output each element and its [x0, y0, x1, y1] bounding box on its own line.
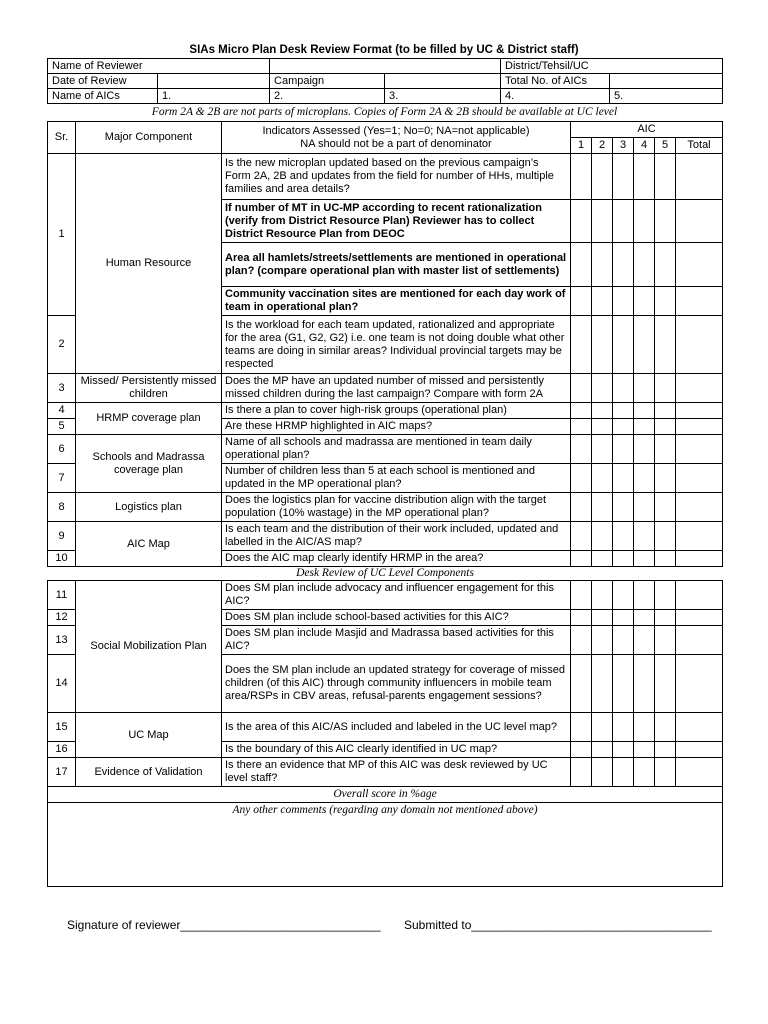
indicators-header-line2: NA should not be a part of denominator — [300, 137, 492, 150]
score-cell[interactable] — [655, 610, 676, 626]
score-cell[interactable] — [634, 713, 655, 742]
score-cell[interactable] — [634, 403, 655, 419]
total-cell[interactable] — [676, 435, 723, 464]
score-cell[interactable] — [592, 435, 613, 464]
score-cell[interactable] — [655, 435, 676, 464]
score-cell[interactable] — [634, 551, 655, 567]
total-cell[interactable] — [676, 742, 723, 758]
score-cell[interactable] — [613, 435, 634, 464]
aic-col-4: 4 — [634, 138, 655, 154]
component-missed-children: Missed/ Persistently missed children — [76, 374, 222, 403]
score-cell[interactable] — [655, 758, 676, 787]
sr-cell: 4 — [48, 403, 76, 419]
score-cell[interactable] — [634, 742, 655, 758]
sr-cell: 9 — [48, 522, 76, 551]
score-cell[interactable] — [655, 551, 676, 567]
sr-cell: 16 — [48, 742, 76, 758]
total-cell[interactable] — [676, 522, 723, 551]
score-cell[interactable] — [571, 316, 592, 374]
indicator-text: Is the boundary of this AIC clearly identified in UC map? — [222, 742, 571, 758]
score-cell[interactable] — [655, 374, 676, 403]
score-cell[interactable] — [634, 243, 655, 287]
sr-cell: 8 — [48, 493, 76, 522]
indicator-text: Is each team and the distribution of their work included, updated and labelled in the AIC/AS map? — [222, 522, 571, 551]
score-cell[interactable] — [613, 287, 634, 316]
forms-note: Form 2A & 2B are not parts of microplans. Copies of Form 2A & 2B should be available at UC level — [151, 106, 618, 118]
score-cell[interactable] — [613, 655, 634, 713]
component-social-mobilization: Social Mobilization Plan — [76, 581, 222, 713]
total-cell[interactable] — [676, 316, 723, 374]
score-cell[interactable] — [571, 581, 592, 610]
score-cell[interactable] — [613, 758, 634, 787]
score-cell[interactable] — [592, 493, 613, 522]
score-cell[interactable] — [571, 758, 592, 787]
score-cell[interactable] — [655, 200, 676, 243]
submitted-to-line[interactable]: Submitted to____________________________________ — [404, 918, 712, 932]
aic-slot-5[interactable]: 5. — [610, 89, 723, 104]
sr-cell: 17 — [48, 758, 76, 787]
sr-cell: 14 — [48, 655, 76, 713]
indicator-text: Area all hamlets/streets/settlements are mentioned in operational plan? (compare operational plan with master list of settlements) — [222, 243, 571, 287]
score-cell[interactable] — [592, 403, 613, 419]
score-cell[interactable] — [571, 419, 592, 435]
indicator-text: Is the new microplan updated based on the previous campaign’s Form 2A, 2B and updates from the field for number of HHs, multiple families and area details? — [222, 154, 571, 200]
sr-cell: 6 — [48, 435, 76, 464]
aic-col-1: 1 — [571, 138, 592, 154]
component-human-resource: Human Resource — [76, 154, 222, 374]
score-cell[interactable] — [613, 154, 634, 200]
total-cell[interactable] — [676, 374, 723, 403]
indicator-text: Is there a plan to cover high-risk groups (operational plan) — [222, 403, 571, 419]
score-cell[interactable] — [613, 200, 634, 243]
component-logistics: Logistics plan — [76, 493, 222, 522]
score-cell[interactable] — [655, 419, 676, 435]
score-cell[interactable] — [613, 551, 634, 567]
sr-cell: 15 — [48, 713, 76, 742]
component-hrmp: HRMP coverage plan — [76, 403, 222, 435]
score-cell[interactable] — [613, 464, 634, 493]
score-cell[interactable] — [592, 243, 613, 287]
total-cell[interactable] — [676, 626, 723, 655]
score-cell[interactable] — [592, 374, 613, 403]
reviewer-name-field[interactable] — [270, 59, 501, 74]
score-cell[interactable] — [613, 316, 634, 374]
score-cell[interactable] — [571, 626, 592, 655]
score-cell[interactable] — [571, 464, 592, 493]
score-cell[interactable] — [634, 200, 655, 243]
score-cell[interactable] — [592, 464, 613, 493]
score-cell[interactable] — [655, 522, 676, 551]
sr-cell: 2 — [48, 316, 76, 374]
score-cell[interactable] — [592, 610, 613, 626]
aic-slot-2[interactable]: 2. — [270, 89, 385, 104]
total-aics-label: Total No. of AICs — [501, 74, 610, 89]
indicator-text: Is the workload for each team updated, rationalized and appropriate for the area (G1, G2, G2) i.e. one team is not doing double what other teams are doing in similar areas? Individual provincial targets may be respected — [222, 316, 571, 374]
sr-cell: 11 — [48, 581, 76, 610]
score-cell[interactable] — [634, 154, 655, 200]
score-cell[interactable] — [655, 464, 676, 493]
score-cell[interactable] — [634, 419, 655, 435]
review-table — [47, 121, 723, 887]
district-label: District/Tehsil/UC — [501, 59, 723, 74]
score-cell[interactable] — [634, 435, 655, 464]
score-cell[interactable] — [655, 742, 676, 758]
score-cell[interactable] — [592, 713, 613, 742]
total-col: Total — [676, 138, 723, 154]
score-cell[interactable] — [613, 610, 634, 626]
component-schools: Schools and Madrassa coverage plan — [76, 435, 222, 493]
page-title: SIAs Micro Plan Desk Review Format (to be filled by UC & District staff) — [189, 44, 579, 56]
score-cell[interactable] — [571, 243, 592, 287]
score-cell[interactable] — [571, 374, 592, 403]
score-cell[interactable] — [634, 522, 655, 551]
component-uc-map: UC Map — [76, 713, 222, 758]
score-cell[interactable] — [634, 655, 655, 713]
score-cell[interactable] — [613, 243, 634, 287]
sr-cell: 3 — [48, 374, 76, 403]
score-cell[interactable] — [634, 374, 655, 403]
score-cell[interactable] — [613, 626, 634, 655]
total-cell[interactable] — [676, 758, 723, 787]
uc-section-heading: Desk Review of UC Level Components — [48, 567, 723, 581]
total-cell[interactable] — [676, 243, 723, 287]
sr-cell: 1 — [48, 154, 76, 316]
indicator-text: Does SM plan include advocacy and influencer engagement for this AIC? — [222, 581, 571, 610]
indicator-text: Does the MP have an updated number of missed and persistently missed children during the last campaign? Compare with form 2A — [222, 374, 571, 403]
sr-cell: 13 — [48, 626, 76, 655]
score-cell[interactable] — [592, 758, 613, 787]
sr-cell: 10 — [48, 551, 76, 567]
score-cell[interactable] — [655, 655, 676, 713]
aic-slot-3[interactable]: 3. — [385, 89, 501, 104]
indicator-text: Does the logistics plan for vaccine distribution align with the target population (10% wastage) in the MP operational plan? — [222, 493, 571, 522]
score-cell[interactable] — [571, 200, 592, 243]
score-cell[interactable] — [592, 419, 613, 435]
score-cell[interactable] — [655, 581, 676, 610]
aic-header: AIC — [571, 122, 723, 138]
indicator-text: Is the area of this AIC/AS included and labeled in the UC level map? — [222, 713, 571, 742]
sr-header: Sr. — [48, 122, 76, 154]
component-evidence: Evidence of Validation — [76, 758, 222, 787]
score-cell[interactable] — [655, 316, 676, 374]
comments-label: Any other comments (regarding any domain not mentioned above) — [232, 804, 538, 816]
aic-slot-1[interactable]: 1. — [158, 89, 270, 104]
comments-box[interactable] — [48, 803, 723, 887]
indicator-text: Is there an evidence that MP of this AIC was desk reviewed by UC level staff? — [222, 758, 571, 787]
score-cell[interactable] — [592, 655, 613, 713]
indicator-text: Does the AIC map clearly identify HRMP in the area? — [222, 551, 571, 567]
score-cell[interactable] — [592, 200, 613, 243]
score-cell[interactable] — [613, 403, 634, 419]
sr-cell: 7 — [48, 464, 76, 493]
total-cell[interactable] — [676, 403, 723, 419]
score-cell[interactable] — [634, 316, 655, 374]
score-cell[interactable] — [571, 154, 592, 200]
signature-line[interactable]: Signature of reviewer______________________________ — [67, 918, 381, 932]
score-cell[interactable] — [634, 287, 655, 316]
overall-score: Overall score in %age — [48, 787, 723, 803]
total-cell[interactable] — [676, 551, 723, 567]
score-cell[interactable] — [592, 287, 613, 316]
score-cell[interactable] — [571, 655, 592, 713]
total-aics-field[interactable] — [610, 74, 723, 89]
component-aic-map: AIC Map — [76, 522, 222, 567]
total-cell[interactable] — [676, 581, 723, 610]
indicator-text: Number of children less than 5 at each school is mentioned and updated in the MP operational plan? — [222, 464, 571, 493]
score-cell[interactable] — [571, 551, 592, 567]
total-cell[interactable] — [676, 154, 723, 200]
score-cell[interactable] — [655, 713, 676, 742]
score-cell[interactable] — [592, 316, 613, 374]
score-cell[interactable] — [592, 522, 613, 551]
score-cell[interactable] — [592, 551, 613, 567]
score-cell[interactable] — [613, 581, 634, 610]
score-cell[interactable] — [571, 742, 592, 758]
score-cell[interactable] — [613, 713, 634, 742]
score-cell[interactable] — [571, 493, 592, 522]
score-cell[interactable] — [571, 403, 592, 419]
reviewer-label: Name of Reviewer — [48, 59, 270, 74]
score-cell[interactable] — [592, 626, 613, 655]
score-cell[interactable] — [634, 626, 655, 655]
score-cell[interactable] — [571, 522, 592, 551]
indicator-text: Name of all schools and madrassa are mentioned in team daily operational plan? — [222, 435, 571, 464]
score-cell[interactable] — [655, 154, 676, 200]
indicator-text: Community vaccination sites are mentioned for each day work of team in operational plan? — [222, 287, 571, 316]
score-cell[interactable] — [592, 742, 613, 758]
score-cell[interactable] — [613, 493, 634, 522]
indicator-text: Are these HRMP highlighted in AIC maps? — [222, 419, 571, 435]
date-field[interactable] — [158, 74, 270, 89]
campaign-label: Campaign — [270, 74, 385, 89]
total-cell[interactable] — [676, 419, 723, 435]
aic-names-label: Name of AICs — [48, 89, 158, 104]
review-header-table — [47, 58, 723, 104]
score-cell[interactable] — [634, 464, 655, 493]
total-cell[interactable] — [676, 655, 723, 713]
total-cell[interactable] — [676, 287, 723, 316]
score-cell[interactable] — [571, 435, 592, 464]
total-cell[interactable] — [676, 200, 723, 243]
aic-col-5: 5 — [655, 138, 676, 154]
score-cell[interactable] — [613, 419, 634, 435]
indicators-header — [222, 122, 571, 154]
score-cell[interactable] — [655, 493, 676, 522]
indicator-text: Does SM plan include Masjid and Madrassa based activities for this AIC? — [222, 626, 571, 655]
score-cell[interactable] — [634, 758, 655, 787]
score-cell[interactable] — [634, 493, 655, 522]
aic-col-3: 3 — [613, 138, 634, 154]
score-cell[interactable] — [571, 713, 592, 742]
score-cell[interactable] — [592, 154, 613, 200]
score-cell[interactable] — [634, 581, 655, 610]
score-cell[interactable] — [571, 287, 592, 316]
date-label: Date of Review — [48, 74, 158, 89]
indicator-text: If number of MT in UC-MP according to recent rationalization (verify from District Resource Plan) Reviewer has to collect District Resource Plan from DEOC — [222, 200, 571, 243]
score-cell[interactable] — [634, 610, 655, 626]
campaign-field[interactable] — [385, 74, 501, 89]
indicator-text: Does SM plan include school-based activities for this AIC? — [222, 610, 571, 626]
aic-col-2: 2 — [592, 138, 613, 154]
score-cell[interactable] — [613, 374, 634, 403]
score-cell[interactable] — [571, 610, 592, 626]
total-cell[interactable] — [676, 610, 723, 626]
sr-cell: 12 — [48, 610, 76, 626]
aic-slot-4[interactable]: 4. — [501, 89, 610, 104]
total-cell[interactable] — [676, 713, 723, 742]
score-cell[interactable] — [655, 287, 676, 316]
total-cell[interactable] — [676, 493, 723, 522]
indicators-header-line1: Indicators Assessed (Yes=1; No=0; NA=not applicable) — [262, 124, 530, 137]
score-cell[interactable] — [613, 742, 634, 758]
score-cell[interactable] — [613, 522, 634, 551]
sr-cell: 5 — [48, 419, 76, 435]
component-header: Major Component — [76, 122, 222, 154]
indicator-text: Does the SM plan include an updated strategy for coverage of missed children (of this AIC) through community influencers in mobile team area/RSPs in CBV areas, refusal-parents engagement sessions? — [222, 655, 571, 713]
score-cell[interactable] — [655, 626, 676, 655]
score-cell[interactable] — [655, 403, 676, 419]
score-cell[interactable] — [592, 581, 613, 610]
total-cell[interactable] — [676, 464, 723, 493]
score-cell[interactable] — [655, 243, 676, 287]
